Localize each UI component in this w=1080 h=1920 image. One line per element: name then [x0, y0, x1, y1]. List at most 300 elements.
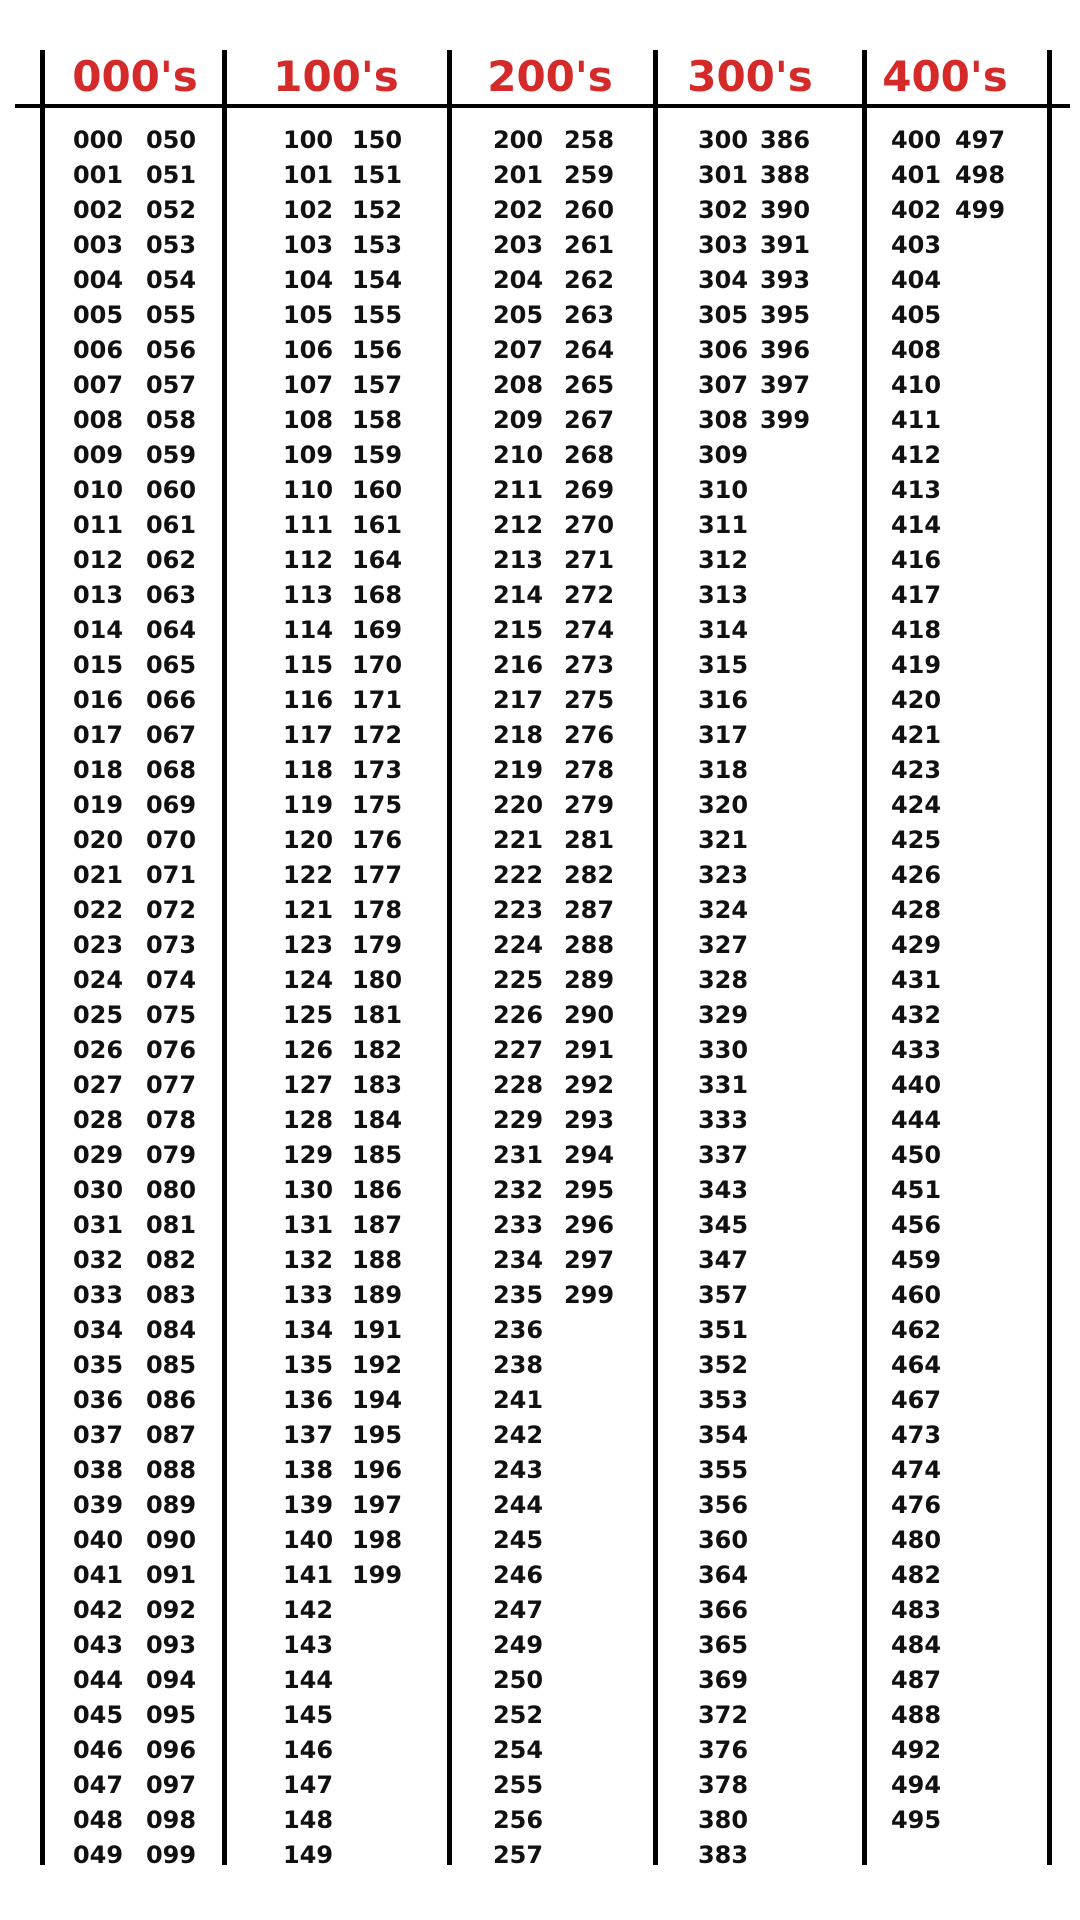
number-cell: 462 — [890, 1316, 942, 1344]
number-cell: 137 — [282, 1421, 334, 1449]
number-cell: 139 — [282, 1491, 334, 1519]
number-cell: 138 — [282, 1456, 334, 1484]
number-cell: 010 — [72, 476, 124, 504]
number-cell: 062 — [145, 546, 197, 574]
number-cell: 031 — [72, 1211, 124, 1239]
number-cell: 308 — [697, 406, 749, 434]
number-cell: 164 — [351, 546, 403, 574]
number-cell: 264 — [563, 336, 615, 364]
number-cell: 148 — [282, 1806, 334, 1834]
number-cell: 226 — [492, 1001, 544, 1029]
number-cell: 126 — [282, 1036, 334, 1064]
number-cell: 247 — [492, 1596, 544, 1624]
number-cell: 386 — [759, 126, 811, 154]
number-cell: 451 — [890, 1176, 942, 1204]
number-cell: 214 — [492, 581, 544, 609]
number-cell: 038 — [72, 1456, 124, 1484]
number-cell: 255 — [492, 1771, 544, 1799]
number-cell: 205 — [492, 301, 544, 329]
number-cell: 039 — [72, 1491, 124, 1519]
number-cell: 064 — [145, 616, 197, 644]
number-cell: 380 — [697, 1806, 749, 1834]
number-cell: 076 — [145, 1036, 197, 1064]
number-cell: 317 — [697, 721, 749, 749]
number-cell: 292 — [563, 1071, 615, 1099]
number-cell: 147 — [282, 1771, 334, 1799]
number-cell: 180 — [351, 966, 403, 994]
number-cell: 173 — [351, 756, 403, 784]
number-cell: 161 — [351, 511, 403, 539]
number-cell: 105 — [282, 301, 334, 329]
number-cell: 112 — [282, 546, 334, 574]
number-cell: 400 — [890, 126, 942, 154]
number-cell: 067 — [145, 721, 197, 749]
number-cell: 017 — [72, 721, 124, 749]
number-cell: 199 — [351, 1561, 403, 1589]
number-cell: 307 — [697, 371, 749, 399]
number-cell: 092 — [145, 1596, 197, 1624]
number-cell: 015 — [72, 651, 124, 679]
number-cell: 383 — [697, 1841, 749, 1869]
number-cell: 078 — [145, 1106, 197, 1134]
number-cell: 103 — [282, 231, 334, 259]
number-cell: 043 — [72, 1631, 124, 1659]
number-cell: 189 — [351, 1281, 403, 1309]
header-300s: 300's — [687, 52, 813, 101]
number-cell: 456 — [890, 1211, 942, 1239]
number-cell: 324 — [697, 896, 749, 924]
number-cell: 483 — [890, 1596, 942, 1624]
number-cell: 207 — [492, 336, 544, 364]
number-cell: 024 — [72, 966, 124, 994]
number-cell: 044 — [72, 1666, 124, 1694]
number-cell: 088 — [145, 1456, 197, 1484]
number-cell: 300 — [697, 126, 749, 154]
number-cell: 081 — [145, 1211, 197, 1239]
number-cell: 220 — [492, 791, 544, 819]
number-cell: 099 — [145, 1841, 197, 1869]
number-cell: 309 — [697, 441, 749, 469]
number-cell: 399 — [759, 406, 811, 434]
number-cell: 106 — [282, 336, 334, 364]
number-cell: 233 — [492, 1211, 544, 1239]
number-cell: 278 — [563, 756, 615, 784]
number-cell: 444 — [890, 1106, 942, 1134]
number-cell: 281 — [563, 826, 615, 854]
number-cell: 052 — [145, 196, 197, 224]
number-cell: 119 — [282, 791, 334, 819]
number-cell: 049 — [72, 1841, 124, 1869]
number-cell: 393 — [759, 266, 811, 294]
number-cell: 459 — [890, 1246, 942, 1274]
number-cell: 494 — [890, 1771, 942, 1799]
header-000s: 000's — [72, 52, 198, 101]
number-cell: 417 — [890, 581, 942, 609]
number-cell: 095 — [145, 1701, 197, 1729]
number-cell: 403 — [890, 231, 942, 259]
number-cell: 425 — [890, 826, 942, 854]
number-cell: 423 — [890, 756, 942, 784]
number-cell: 070 — [145, 826, 197, 854]
number-cell: 215 — [492, 616, 544, 644]
number-cell: 473 — [890, 1421, 942, 1449]
number-cell: 242 — [492, 1421, 544, 1449]
number-cell: 498 — [954, 161, 1006, 189]
number-cell: 313 — [697, 581, 749, 609]
number-cell: 488 — [890, 1701, 942, 1729]
number-cell: 047 — [72, 1771, 124, 1799]
number-cell: 303 — [697, 231, 749, 259]
number-cell: 146 — [282, 1736, 334, 1764]
number-cell: 100 — [282, 126, 334, 154]
number-cell: 353 — [697, 1386, 749, 1414]
number-cell: 484 — [890, 1631, 942, 1659]
number-cell: 343 — [697, 1176, 749, 1204]
number-cell: 194 — [351, 1386, 403, 1414]
number-cell: 302 — [697, 196, 749, 224]
number-cell: 181 — [351, 1001, 403, 1029]
number-cell: 269 — [563, 476, 615, 504]
number-cell: 258 — [563, 126, 615, 154]
number-cell: 356 — [697, 1491, 749, 1519]
number-cell: 136 — [282, 1386, 334, 1414]
number-cell: 004 — [72, 266, 124, 294]
number-cell: 149 — [282, 1841, 334, 1869]
number-cell: 252 — [492, 1701, 544, 1729]
number-cell: 187 — [351, 1211, 403, 1239]
number-cell: 328 — [697, 966, 749, 994]
number-cell: 169 — [351, 616, 403, 644]
number-cell: 314 — [697, 616, 749, 644]
number-cell: 244 — [492, 1491, 544, 1519]
number-cell: 419 — [890, 651, 942, 679]
number-cell: 243 — [492, 1456, 544, 1484]
number-cell: 276 — [563, 721, 615, 749]
number-cell: 003 — [72, 231, 124, 259]
number-cell: 025 — [72, 1001, 124, 1029]
number-cell: 170 — [351, 651, 403, 679]
number-cell: 287 — [563, 896, 615, 924]
number-cell: 259 — [563, 161, 615, 189]
number-cell: 299 — [563, 1281, 615, 1309]
number-cell: 268 — [563, 441, 615, 469]
column-divider — [862, 50, 867, 1865]
number-cell: 179 — [351, 931, 403, 959]
number-cell: 143 — [282, 1631, 334, 1659]
number-cell: 216 — [492, 651, 544, 679]
number-cell: 122 — [282, 861, 334, 889]
number-cell: 250 — [492, 1666, 544, 1694]
number-cell: 297 — [563, 1246, 615, 1274]
number-cell: 012 — [72, 546, 124, 574]
number-cell: 320 — [697, 791, 749, 819]
number-cell: 218 — [492, 721, 544, 749]
number-cell: 306 — [697, 336, 749, 364]
number-cell: 130 — [282, 1176, 334, 1204]
number-cell: 474 — [890, 1456, 942, 1484]
number-cell: 016 — [72, 686, 124, 714]
number-cell: 364 — [697, 1561, 749, 1589]
number-cell: 036 — [72, 1386, 124, 1414]
number-cell: 293 — [563, 1106, 615, 1134]
number-cell: 160 — [351, 476, 403, 504]
number-cell: 212 — [492, 511, 544, 539]
number-cell: 093 — [145, 1631, 197, 1659]
number-cell: 109 — [282, 441, 334, 469]
number-cell: 347 — [697, 1246, 749, 1274]
number-cell: 228 — [492, 1071, 544, 1099]
number-cell: 418 — [890, 616, 942, 644]
number-cell: 011 — [72, 511, 124, 539]
number-cell: 183 — [351, 1071, 403, 1099]
number-cell: 177 — [351, 861, 403, 889]
number-cell: 290 — [563, 1001, 615, 1029]
number-cell: 020 — [72, 826, 124, 854]
number-cell: 156 — [351, 336, 403, 364]
number-cell: 219 — [492, 756, 544, 784]
number-cell: 197 — [351, 1491, 403, 1519]
number-cell: 236 — [492, 1316, 544, 1344]
number-cell: 198 — [351, 1526, 403, 1554]
number-cell: 104 — [282, 266, 334, 294]
number-cell: 378 — [697, 1771, 749, 1799]
number-cell: 089 — [145, 1491, 197, 1519]
number-cell: 141 — [282, 1561, 334, 1589]
number-cell: 315 — [697, 651, 749, 679]
number-cell: 063 — [145, 581, 197, 609]
number-cell: 075 — [145, 1001, 197, 1029]
number-cell: 102 — [282, 196, 334, 224]
number-cell: 202 — [492, 196, 544, 224]
number-cell: 059 — [145, 441, 197, 469]
number-cell: 402 — [890, 196, 942, 224]
number-cell: 397 — [759, 371, 811, 399]
number-cell: 365 — [697, 1631, 749, 1659]
number-cell: 186 — [351, 1176, 403, 1204]
number-cell: 124 — [282, 966, 334, 994]
number-cell: 331 — [697, 1071, 749, 1099]
number-cell: 058 — [145, 406, 197, 434]
number-cell: 424 — [890, 791, 942, 819]
number-cell: 129 — [282, 1141, 334, 1169]
number-cell: 050 — [145, 126, 197, 154]
number-cell: 158 — [351, 406, 403, 434]
number-cell: 195 — [351, 1421, 403, 1449]
number-cell: 061 — [145, 511, 197, 539]
number-cell: 055 — [145, 301, 197, 329]
number-cell: 221 — [492, 826, 544, 854]
number-cell: 260 — [563, 196, 615, 224]
column-divider — [447, 50, 452, 1865]
number-cell: 241 — [492, 1386, 544, 1414]
number-cell: 265 — [563, 371, 615, 399]
number-cell: 030 — [72, 1176, 124, 1204]
number-cell: 495 — [890, 1806, 942, 1834]
number-cell: 152 — [351, 196, 403, 224]
number-cell: 412 — [890, 441, 942, 469]
number-cell: 018 — [72, 756, 124, 784]
number-cell: 467 — [890, 1386, 942, 1414]
number-cell: 094 — [145, 1666, 197, 1694]
number-cell: 028 — [72, 1106, 124, 1134]
number-cell: 294 — [563, 1141, 615, 1169]
number-cell: 097 — [145, 1771, 197, 1799]
number-cell: 254 — [492, 1736, 544, 1764]
number-cell: 211 — [492, 476, 544, 504]
number-cell: 114 — [282, 616, 334, 644]
number-cell: 116 — [282, 686, 334, 714]
number-cell: 086 — [145, 1386, 197, 1414]
number-cell: 090 — [145, 1526, 197, 1554]
number-cell: 196 — [351, 1456, 403, 1484]
number-cell: 142 — [282, 1596, 334, 1624]
number-cell: 318 — [697, 756, 749, 784]
number-cell: 482 — [890, 1561, 942, 1589]
number-cell: 091 — [145, 1561, 197, 1589]
number-cell: 185 — [351, 1141, 403, 1169]
number-cell: 354 — [697, 1421, 749, 1449]
number-cell: 351 — [697, 1316, 749, 1344]
number-cell: 132 — [282, 1246, 334, 1274]
number-cell: 115 — [282, 651, 334, 679]
number-cell: 487 — [890, 1666, 942, 1694]
number-cell: 357 — [697, 1281, 749, 1309]
number-cell: 200 — [492, 126, 544, 154]
number-cell: 256 — [492, 1806, 544, 1834]
number-cell: 145 — [282, 1701, 334, 1729]
number-cell: 464 — [890, 1351, 942, 1379]
number-cell: 041 — [72, 1561, 124, 1589]
number-cell: 272 — [563, 581, 615, 609]
number-cell: 279 — [563, 791, 615, 819]
number-cell: 310 — [697, 476, 749, 504]
number-cell: 157 — [351, 371, 403, 399]
number-cell: 096 — [145, 1736, 197, 1764]
number-cell: 274 — [563, 616, 615, 644]
number-cell: 345 — [697, 1211, 749, 1239]
number-cell: 390 — [759, 196, 811, 224]
number-cell: 085 — [145, 1351, 197, 1379]
number-cell: 410 — [890, 371, 942, 399]
number-cell: 327 — [697, 931, 749, 959]
number-cell: 273 — [563, 651, 615, 679]
number-cell: 420 — [890, 686, 942, 714]
number-cell: 270 — [563, 511, 615, 539]
number-cell: 234 — [492, 1246, 544, 1274]
number-cell: 232 — [492, 1176, 544, 1204]
number-cell: 121 — [282, 896, 334, 924]
number-cell: 118 — [282, 756, 334, 784]
number-cell: 429 — [890, 931, 942, 959]
number-cell: 391 — [759, 231, 811, 259]
number-cell: 072 — [145, 896, 197, 924]
column-divider — [40, 50, 45, 1865]
number-cell: 227 — [492, 1036, 544, 1064]
number-cell: 433 — [890, 1036, 942, 1064]
number-cell: 261 — [563, 231, 615, 259]
number-cell: 229 — [492, 1106, 544, 1134]
number-cell: 267 — [563, 406, 615, 434]
number-cell: 123 — [282, 931, 334, 959]
number-cell: 257 — [492, 1841, 544, 1869]
number-cell: 432 — [890, 1001, 942, 1029]
number-cell: 023 — [72, 931, 124, 959]
number-cell: 037 — [72, 1421, 124, 1449]
number-cell: 416 — [890, 546, 942, 574]
number-cell: 201 — [492, 161, 544, 189]
column-divider — [653, 50, 658, 1865]
number-cell: 150 — [351, 126, 403, 154]
number-cell: 352 — [697, 1351, 749, 1379]
number-cell: 098 — [145, 1806, 197, 1834]
number-cell: 323 — [697, 861, 749, 889]
number-cell: 131 — [282, 1211, 334, 1239]
number-cell: 048 — [72, 1806, 124, 1834]
number-cell: 108 — [282, 406, 334, 434]
number-cell: 405 — [890, 301, 942, 329]
number-cell: 042 — [72, 1596, 124, 1624]
number-cell: 316 — [697, 686, 749, 714]
number-cell: 027 — [72, 1071, 124, 1099]
number-cell: 288 — [563, 931, 615, 959]
number-cell: 135 — [282, 1351, 334, 1379]
number-cell: 203 — [492, 231, 544, 259]
number-cell: 144 — [282, 1666, 334, 1694]
number-cell: 134 — [282, 1316, 334, 1344]
number-cell: 188 — [351, 1246, 403, 1274]
number-cell: 111 — [282, 511, 334, 539]
number-cell: 159 — [351, 441, 403, 469]
number-cell: 029 — [72, 1141, 124, 1169]
number-cell: 311 — [697, 511, 749, 539]
column-divider — [222, 50, 227, 1865]
number-cell: 079 — [145, 1141, 197, 1169]
number-cell: 401 — [890, 161, 942, 189]
number-cell: 178 — [351, 896, 403, 924]
number-cell: 069 — [145, 791, 197, 819]
number-cell: 492 — [890, 1736, 942, 1764]
number-cell: 113 — [282, 581, 334, 609]
number-cell: 209 — [492, 406, 544, 434]
number-cell: 372 — [697, 1701, 749, 1729]
number-cell: 054 — [145, 266, 197, 294]
number-cell: 087 — [145, 1421, 197, 1449]
number-cell: 476 — [890, 1491, 942, 1519]
number-cell: 426 — [890, 861, 942, 889]
number-cell: 460 — [890, 1281, 942, 1309]
number-cell: 213 — [492, 546, 544, 574]
number-cell: 056 — [145, 336, 197, 364]
number-cell: 127 — [282, 1071, 334, 1099]
number-cell: 289 — [563, 966, 615, 994]
number-cell: 172 — [351, 721, 403, 749]
number-cell: 421 — [890, 721, 942, 749]
number-cell: 154 — [351, 266, 403, 294]
number-cell: 065 — [145, 651, 197, 679]
number-cell: 369 — [697, 1666, 749, 1694]
number-cell: 140 — [282, 1526, 334, 1554]
header-400s: 400's — [882, 52, 1008, 101]
number-cell: 333 — [697, 1106, 749, 1134]
number-cell: 034 — [72, 1316, 124, 1344]
number-cell: 125 — [282, 1001, 334, 1029]
number-cell: 080 — [145, 1176, 197, 1204]
number-cell: 235 — [492, 1281, 544, 1309]
number-cell: 395 — [759, 301, 811, 329]
number-cell: 291 — [563, 1036, 615, 1064]
number-cell: 210 — [492, 441, 544, 469]
number-cell: 006 — [72, 336, 124, 364]
